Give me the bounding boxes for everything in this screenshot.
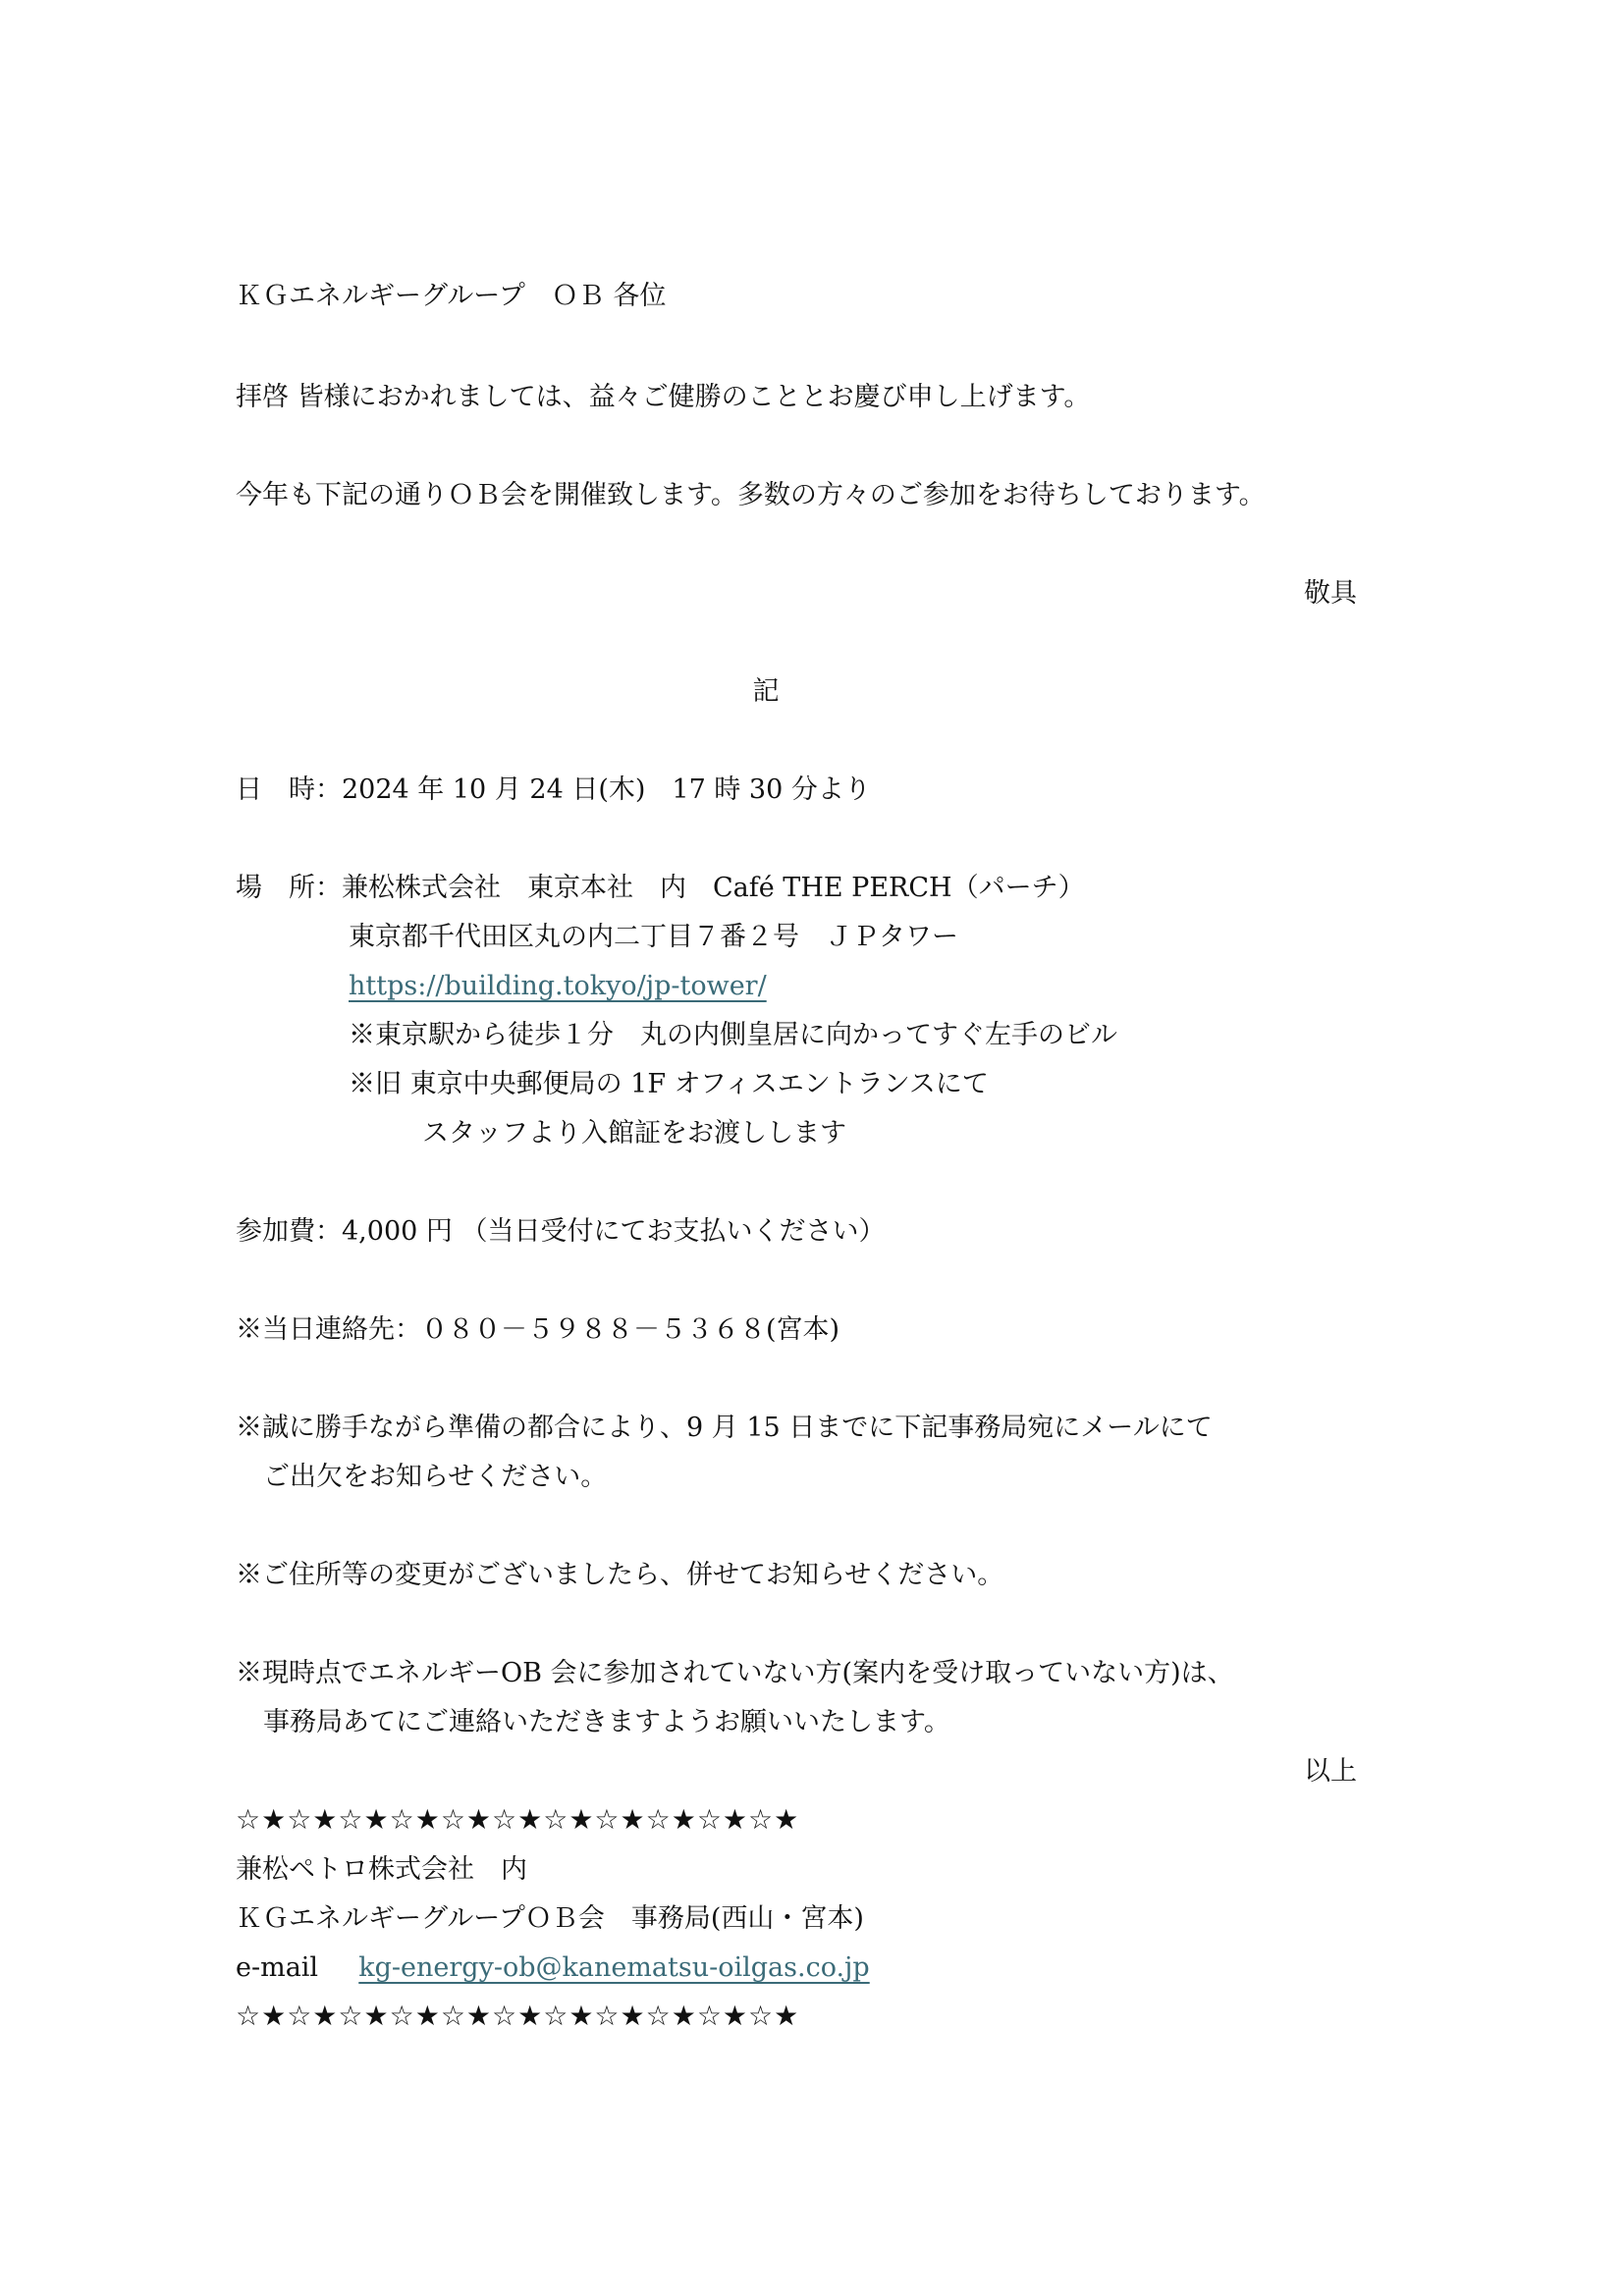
closing-ijo: 以上 <box>1304 1756 1357 1787</box>
email-link[interactable]: kg-energy-ob@kanematsu-oilgas.co.jp <box>358 1952 870 1983</box>
footer-stars-top: ☆★☆★☆★☆★☆★☆★☆★☆★☆★☆★☆★ <box>236 1803 800 1836</box>
footer-email-row <box>236 1954 870 1981</box>
venue-note-1: ※東京駅から徒歩１分 丸の内側皇居に向かってすぐ左手のビル <box>349 1020 1117 1050</box>
non-member-line-2: 事務局あてにご連絡いただきますようお願いいたします。 <box>263 1707 950 1737</box>
fee: 参加費：4,000 円 （当日受付にてお支払いください） <box>236 1216 886 1247</box>
contact: ※当日連絡先：０８０－５９８８－５３６８(宮本) <box>236 1314 840 1345</box>
non-member-line-1: ※現時点でエネルギーOB 会に参加されていない方(案内を受け取っていない方)は、 <box>236 1658 1234 1688</box>
addressee: ＫＧエネルギーグループ ＯＢ 各位 <box>236 281 667 311</box>
venue-row <box>236 875 1085 901</box>
venue-url-link[interactable]: https://building.tokyo/jp-tower/ <box>349 971 767 1001</box>
venue-label: 場 所： <box>236 873 342 903</box>
ki-heading: 記 <box>752 676 780 707</box>
footer-office: ＫＧエネルギーグループＯＢ会 事務局(西山・宮本) <box>236 1903 864 1934</box>
venue-name: 兼松株式会社 東京本社 内 Café THE PERCH（パーチ） <box>342 873 1085 903</box>
venue-address: 東京都千代田区丸の内二丁目７番２号 ＪＰタワー <box>349 922 958 952</box>
datetime-row <box>236 776 871 803</box>
datetime-value: 2024 年 10 月 24 日(木) 17 時 30 分より <box>342 774 871 805</box>
rsvp-line-1: ※誠に勝手ながら準備の都合により、9 月 15 日までに下記事務局宛にメールにて <box>236 1413 1213 1443</box>
address-change: ※ご住所等の変更がございましたら、併せてお知らせください。 <box>236 1560 1004 1590</box>
venue-note-3: スタッフより入館証をお渡しします <box>422 1118 846 1148</box>
footer-stars-bottom: ☆★☆★☆★☆★☆★☆★☆★☆★☆★☆★☆★ <box>236 2000 800 2032</box>
rsvp-line-2: ご出欠をお知らせください。 <box>263 1462 608 1492</box>
greeting: 拝啓 皆様におかれましては、益々ご健勝のこととお慶び申し上げます。 <box>236 382 1091 412</box>
datetime-label: 日 時： <box>236 774 342 805</box>
venue-url-line <box>349 973 767 999</box>
email-label: e-mail <box>236 1952 319 1983</box>
venue-note-2: ※旧 東京中央郵便局の 1F オフィスエントランスにて <box>349 1069 989 1099</box>
closing-keigu: 敬具 <box>1304 578 1357 609</box>
footer-company: 兼松ペトロ株式会社 内 <box>236 1854 527 1885</box>
intro: 今年も下記の通りＯＢ会を開催致します。多数の方々のご参加をお待ちしております。 <box>236 480 1266 510</box>
